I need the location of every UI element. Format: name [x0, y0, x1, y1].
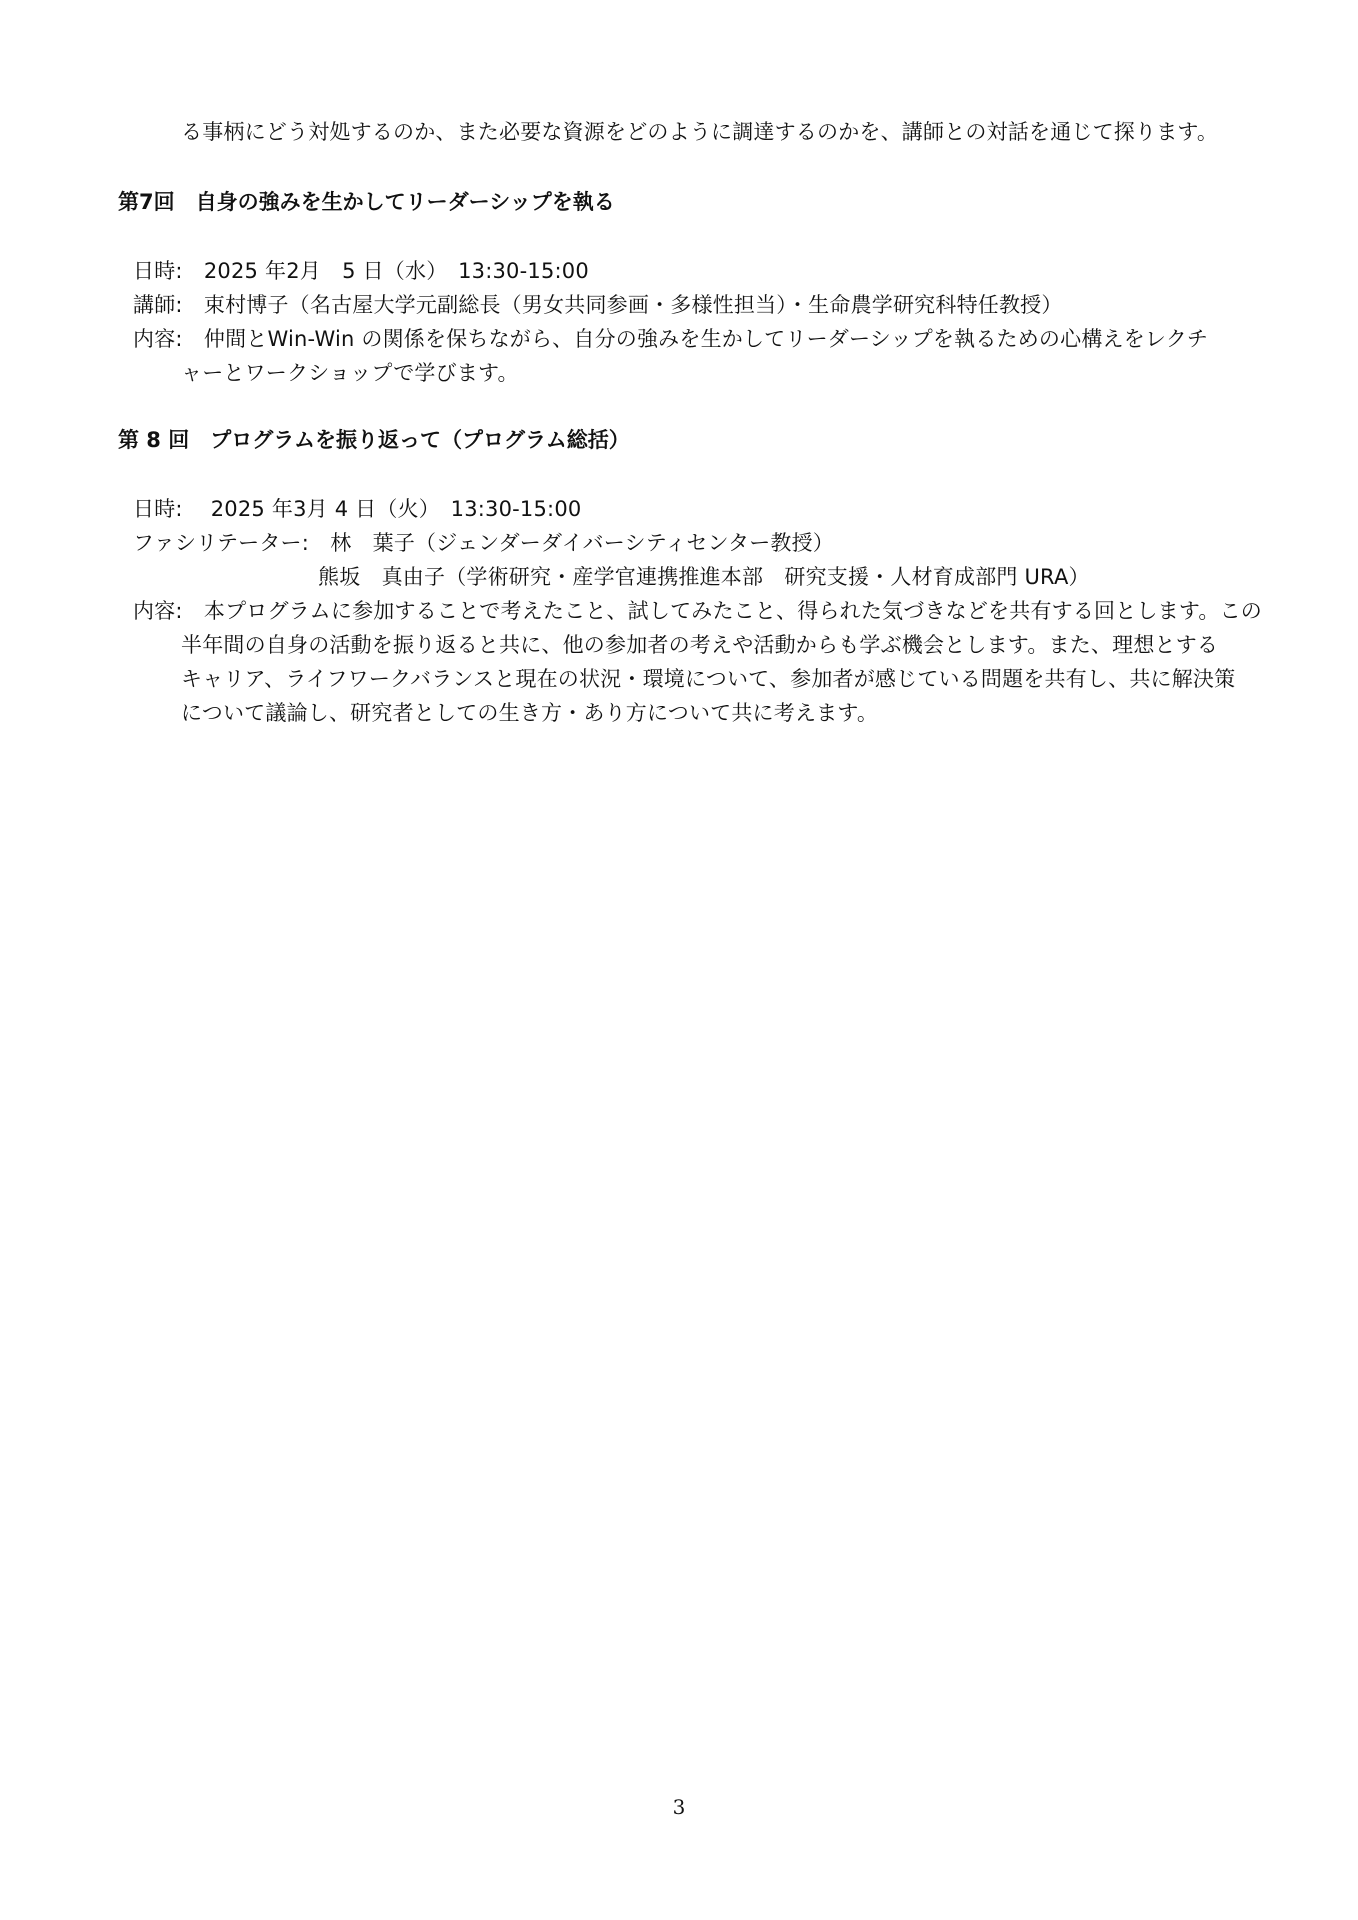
session7-datetime: 日時: 2025 年2月 5 日（水） 13:30-15:00: [133, 259, 589, 283]
session8-heading: 第 8 回 プログラムを振り返って（プログラム総括）: [118, 428, 630, 452]
session8-facilitator2: 熊坂 真由子（学術研究・産学官連携推進本部 研究支援・人材育成部門 URA）: [318, 565, 1090, 589]
session7-content-line1: 内容: 仲間とWin-Win の関係を保ちながら、自分の強みを生かしてリーダーシップを執るための心構えをレクチ: [133, 327, 1209, 351]
session8-datetime: 日時: 2025 年3月 4 日（火） 13:30-15:00: [133, 497, 582, 521]
session8-content-line4: について議論し、研究者としての生き方・あり方について共に考えます。: [181, 701, 879, 725]
session7-content-line2: ャーとワークショップで学びます。: [181, 361, 519, 385]
session8-content-line1: 内容: 本プログラムに参加することで考えたこと、試してみたこと、得られた気づきなどを共有する回とします。この: [133, 599, 1262, 623]
session7-lecturer: 講師: 束村博子（名古屋大学元副総長（男女共同参画・多様性担当）・生命農学研究科特任教授）: [133, 293, 1063, 317]
intro-continuation-text: る事柄にどう対処するのか、また必要な資源をどのように調達するのかを、講師との対話を通じて探ります。: [181, 120, 1219, 144]
session8-facilitator1: ファシリテーター: 林 葉子（ジェンダーダイバーシティセンター教授）: [133, 531, 834, 555]
session8-content-line3: キャリア、ライフワークバランスと現在の状況・環境について、参加者が感じている問題を共有し、共に解決策: [181, 667, 1236, 691]
session8-content-line2: 半年間の自身の活動を振り返ると共に、他の参加者の考えや活動からも学ぶ機会とします。また、理想とする: [181, 633, 1219, 657]
page-number: 3: [672, 1795, 686, 1819]
session7-heading: 第7回 自身の強みを生かしてリーダーシップを執る: [118, 190, 615, 214]
